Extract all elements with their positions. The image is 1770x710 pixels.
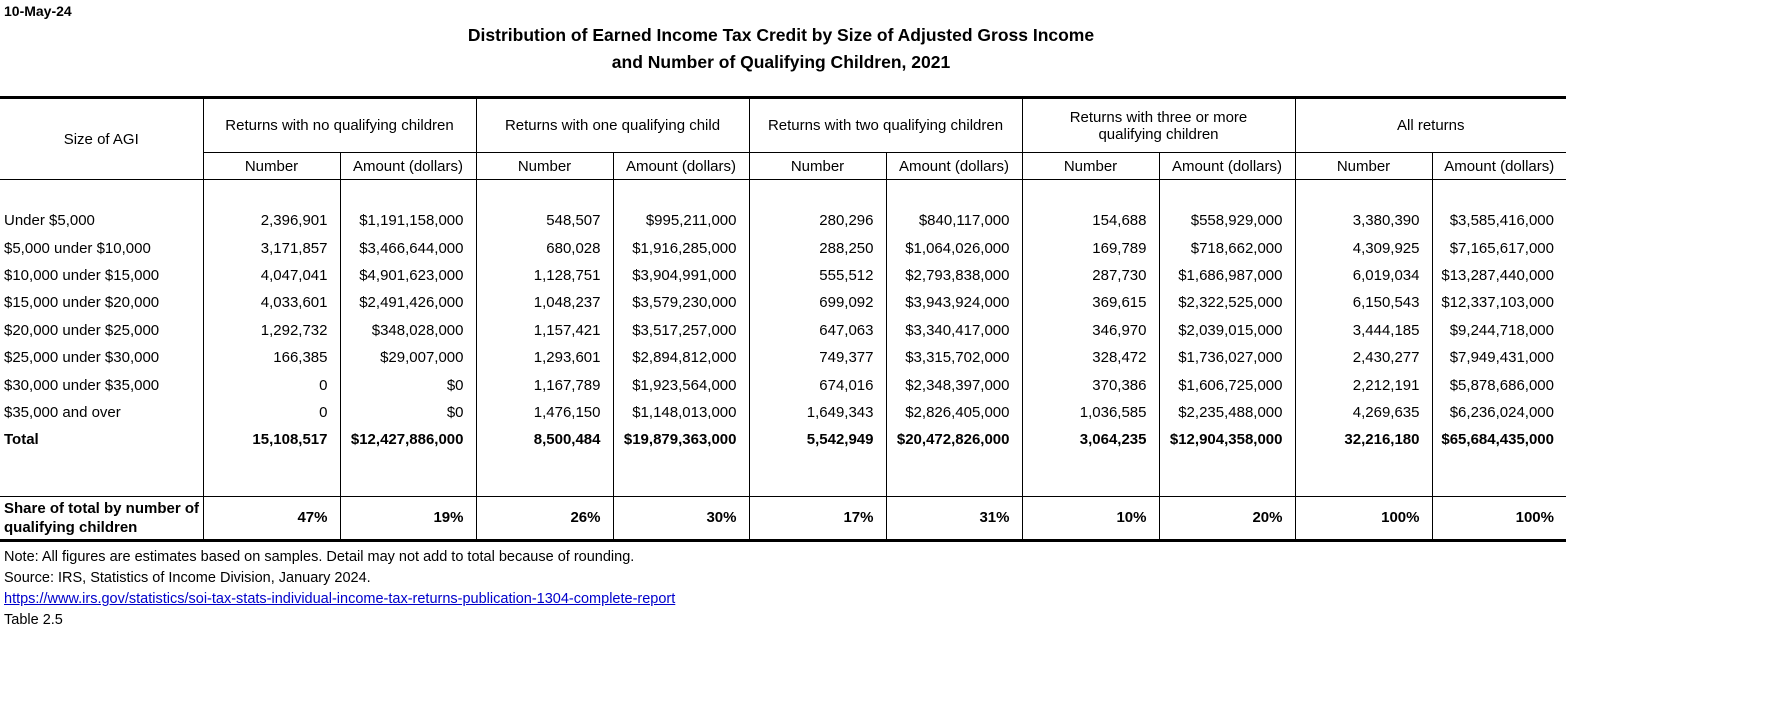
cell-amount: $3,517,257,000 [613,317,749,344]
cell-number: 0 [203,371,340,398]
row-label: Total [4,431,39,449]
source-link[interactable]: https://www.irs.gov/statistics/soi-tax-stats-individual-income-tax-returns-publication-1304-complete-report [4,591,676,607]
share-row [0,496,1566,540]
table-row [0,344,1566,371]
cell-amount: $12,427,886,000 [340,426,476,453]
row-label: $35,000 and over [4,403,121,421]
cell-number: 2,396,901 [203,207,340,234]
cell-number: 555,512 [749,262,886,289]
cell-amount: $12,904,358,000 [1159,426,1295,453]
cell-amount: $0 [340,371,476,398]
header-group-two-children: Returns with two qualifying children [749,99,1022,153]
cell-amount: $19,879,363,000 [613,426,749,453]
cell-number: 8,500,484 [476,426,613,453]
header-group-one-child: Returns with one qualifying child [476,99,749,153]
cell-amount: $2,039,015,000 [1159,317,1295,344]
cell-number: 3,380,390 [1295,207,1432,234]
cell-number: 5,542,949 [749,426,886,453]
cell-amount: $1,916,285,000 [613,234,749,261]
cell-number: 370,386 [1022,371,1159,398]
header-group-no-children: Returns with no qualifying children [203,99,476,153]
row-label: Under $5,000 [4,212,95,230]
cell-number: 1,036,585 [1022,399,1159,426]
cell-number: 169,789 [1022,234,1159,261]
header-amount: Amount (dollars) [1432,153,1566,180]
cell-number: 280,296 [749,207,886,234]
cell-amount: 30% [613,496,749,540]
row-label: $20,000 under $25,000 [4,321,160,339]
header-amount: Amount (dollars) [886,153,1022,180]
header-number: Number [1022,153,1159,180]
cell-amount: $7,949,431,000 [1432,344,1566,371]
report-date: 10-May-24 [4,3,72,19]
cell-amount: $1,191,158,000 [340,207,476,234]
cell-amount: $718,662,000 [1159,234,1295,261]
table-title: Distribution of Earned Income Tax Credit by Size of Adjusted Gross Income [467,25,1095,45]
cell-amount: $65,684,435,000 [1432,426,1566,453]
cell-number: 1,476,150 [476,399,613,426]
cell-number: 32,216,180 [1295,426,1432,453]
cell-number: 749,377 [749,344,886,371]
cell-amount: $2,894,812,000 [613,344,749,371]
cell-amount: $13,287,440,000 [1432,262,1566,289]
cell-number: 100% [1295,496,1432,540]
cell-amount: $2,348,397,000 [886,371,1022,398]
cell-amount: $3,904,991,000 [613,262,749,289]
row-label: $30,000 under $35,000 [4,376,160,394]
cell-number: 1,157,421 [476,317,613,344]
table-number: Table 2.5 [4,612,63,628]
cell-amount: $2,826,405,000 [886,399,1022,426]
cell-amount: $840,117,000 [886,207,1022,234]
header-number: Number [476,153,613,180]
cell-amount: $3,315,702,000 [886,344,1022,371]
table-row [0,399,1566,426]
cell-number: 6,019,034 [1295,262,1432,289]
cell-amount: $558,929,000 [1159,207,1295,234]
footnote-note: Note: All figures are estimates based on samples. Detail may not add to total because of rounding. [4,549,635,565]
cell-number: 17% [749,496,886,540]
header-number: Number [1295,153,1432,180]
row-label: Share of total by number of qualifying children [0,496,203,540]
cell-number: 47% [203,496,340,540]
cell-number: 328,472 [1022,344,1159,371]
cell-amount: 20% [1159,496,1295,540]
cell-amount: $0 [340,399,476,426]
cell-number: 287,730 [1022,262,1159,289]
cell-amount: $29,007,000 [340,344,476,371]
cell-amount: $1,686,987,000 [1159,262,1295,289]
cell-amount: $4,901,623,000 [340,262,476,289]
cell-amount: $3,466,644,000 [340,234,476,261]
cell-number: 2,212,191 [1295,371,1432,398]
cell-amount: 100% [1432,496,1566,540]
header-group-three-plus-children: Returns with three or more qualifying children [1022,99,1295,153]
header-amount: Amount (dollars) [613,153,749,180]
cell-number: 1,292,732 [203,317,340,344]
table-row [0,234,1566,261]
cell-number: 2,430,277 [1295,344,1432,371]
cell-number: 154,688 [1022,207,1159,234]
header-group-all-returns: All returns [1295,99,1566,153]
cell-number: 548,507 [476,207,613,234]
cell-number: 1,293,601 [476,344,613,371]
cell-number: 346,970 [1022,317,1159,344]
cell-amount: $1,923,564,000 [613,371,749,398]
header-number: Number [203,153,340,180]
row-label: $10,000 under $15,000 [4,266,160,284]
row-label: $25,000 under $30,000 [4,349,160,367]
cell-number: 4,047,041 [203,262,340,289]
cell-amount: $20,472,826,000 [886,426,1022,453]
header-size-of-agi: Size of AGI [0,99,203,180]
cell-amount: $6,236,024,000 [1432,399,1566,426]
cell-amount: $1,064,026,000 [886,234,1022,261]
cell-number: 10% [1022,496,1159,540]
cell-number: 1,649,343 [749,399,886,426]
cell-amount: $3,340,417,000 [886,317,1022,344]
table-row [0,371,1566,398]
row-label: $5,000 under $10,000 [4,239,151,257]
cell-amount: $3,943,924,000 [886,289,1022,316]
cell-number: 680,028 [476,234,613,261]
cell-number: 15,108,517 [203,426,340,453]
row-label: $15,000 under $20,000 [4,294,160,312]
cell-amount: $995,211,000 [613,207,749,234]
cell-number: 369,615 [1022,289,1159,316]
header-amount: Amount (dollars) [340,153,476,180]
cell-number: 26% [476,496,613,540]
cell-number: 1,167,789 [476,371,613,398]
table-subtitle: and Number of Qualifying Children, 2021 [611,52,951,72]
cell-amount: $9,244,718,000 [1432,317,1566,344]
cell-number: 3,171,857 [203,234,340,261]
cell-amount: $1,606,725,000 [1159,371,1295,398]
table-row [0,262,1566,289]
header-number: Number [749,153,886,180]
cell-number: 166,385 [203,344,340,371]
cell-number: 4,033,601 [203,289,340,316]
cell-amount: $5,878,686,000 [1432,371,1566,398]
footnote-source: Source: IRS, Statistics of Income Division, January 2024. [4,570,371,586]
cell-number: 3,064,235 [1022,426,1159,453]
cell-amount: 19% [340,496,476,540]
cell-number: 288,250 [749,234,886,261]
cell-amount: $2,793,838,000 [886,262,1022,289]
cell-number: 674,016 [749,371,886,398]
cell-amount: $12,337,103,000 [1432,289,1566,316]
cell-number: 0 [203,399,340,426]
cell-amount: $7,165,617,000 [1432,234,1566,261]
cell-number: 4,269,635 [1295,399,1432,426]
table-row [0,207,1566,234]
cell-amount: $2,491,426,000 [340,289,476,316]
cell-number: 6,150,543 [1295,289,1432,316]
eitc-table [0,96,1566,542]
header-amount: Amount (dollars) [1159,153,1295,180]
cell-number: 647,063 [749,317,886,344]
cell-number: 699,092 [749,289,886,316]
cell-amount: $348,028,000 [340,317,476,344]
cell-amount: $1,736,027,000 [1159,344,1295,371]
cell-amount: $1,148,013,000 [613,399,749,426]
cell-number: 3,444,185 [1295,317,1432,344]
cell-amount: $2,322,525,000 [1159,289,1295,316]
cell-number: 4,309,925 [1295,234,1432,261]
cell-number: 1,128,751 [476,262,613,289]
cell-amount: 31% [886,496,1022,540]
total-row [0,426,1566,453]
cell-amount: $2,235,488,000 [1159,399,1295,426]
cell-number: 1,048,237 [476,289,613,316]
cell-amount: $3,585,416,000 [1432,207,1566,234]
cell-amount: $3,579,230,000 [613,289,749,316]
table-row [0,317,1566,344]
table-row [0,289,1566,316]
